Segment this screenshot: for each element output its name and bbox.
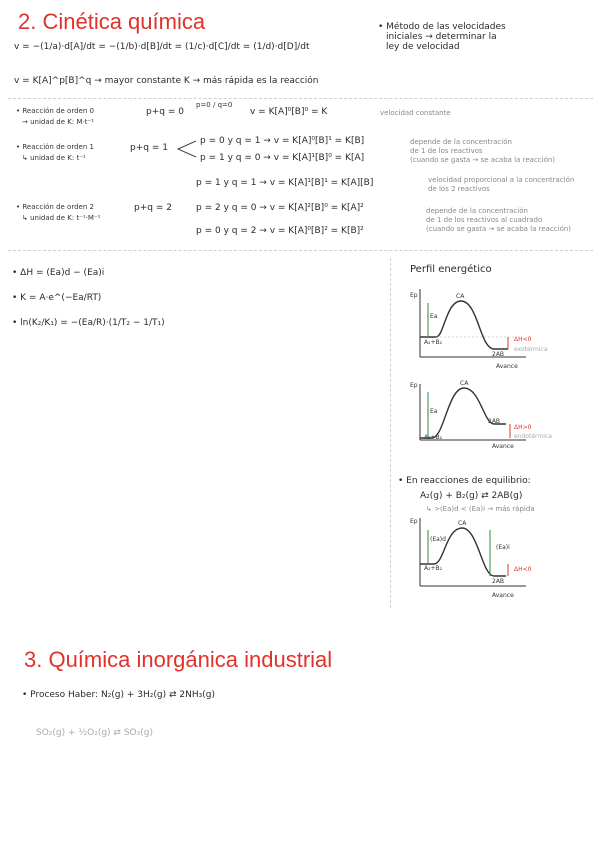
rate-law: v = K[A]^p[B]^q → mayor constante K → más rápida es la reacción xyxy=(14,76,319,86)
order0-unit: → unidad de K: M·t⁻¹ xyxy=(22,118,94,126)
formula-arrhenius-log: • ln(K₂/K₁) = −(Ea/R)·(1/T₂ − 1/T₁) xyxy=(12,318,165,328)
so3-reaction: SO₂(g) + ½O₂(g) ⇄ SO₃(g) xyxy=(36,728,153,738)
ca-label: CA xyxy=(456,293,465,300)
order2-unit: ↳ unidad de K: t⁻¹·M⁻¹ xyxy=(22,214,101,222)
formula-enthalpy: • ΔH = (Ea)d − (Ea)i xyxy=(12,268,105,278)
order1-note xyxy=(410,138,555,165)
method-note-line: • Método de las velocidades xyxy=(378,22,506,32)
product-label: 2AB xyxy=(492,351,505,358)
ea-inverse-label: (Ea)i xyxy=(496,544,510,551)
note-line: de 1 de los reactivos al cuadrado xyxy=(426,216,543,224)
order0-condition: p+q = 0 xyxy=(146,107,184,117)
section-title-kinetics: 2. Cinética química xyxy=(18,9,206,34)
ca-label: CA xyxy=(460,380,469,387)
equilibrium-reaction: A₂(g) + B₂(g) ⇄ 2AB(g) xyxy=(420,491,523,501)
section-title-industrial: 3. Química inorgánica industrial xyxy=(24,647,333,672)
ca-label: CA xyxy=(458,520,467,527)
ep-label: Ep xyxy=(410,382,418,389)
divider xyxy=(8,98,593,99)
method-note-line: iniciales → determinar la xyxy=(386,32,497,42)
avance-label: Avance xyxy=(496,363,518,370)
rate-definition: v = −(1/a)·d[A]/dt = −(1/b)·d[B]/dt = (1/c)·d[C]/dt = (1/d)·d[D]/dt xyxy=(14,42,310,52)
note-line: (cuando se gasta → se acaba la reacción) xyxy=(426,225,572,233)
order1-case1: p = 0 y q = 1 → v = K[A]⁰[B]¹ = K[B] xyxy=(200,136,365,146)
order2-label: • Reacción de orden 2 xyxy=(16,203,94,211)
order0-note: velocidad constante xyxy=(380,109,451,117)
method-note-line: ley de velocidad xyxy=(386,42,460,52)
order2-condition: p+q = 2 xyxy=(134,203,172,213)
exothermic-label: exotérmica xyxy=(514,346,548,353)
method-note xyxy=(378,22,506,52)
order0-case: p=0 / q=0 xyxy=(196,101,233,109)
avance-label: Avance xyxy=(492,443,514,450)
order2-case3: p = 0 y q = 2 → v = K[A]⁰[B]² = K[B]² xyxy=(196,226,364,236)
note-line: velocidad proporcional a la concentración xyxy=(428,176,575,184)
reactants-label: A₂+B₂ xyxy=(424,339,443,346)
equilibrium-title: • En reacciones de equilibrio: xyxy=(398,476,531,486)
divider xyxy=(8,250,593,251)
note-line: depende de la concentración xyxy=(426,207,528,215)
order2-note2 xyxy=(426,207,571,234)
ea-direct-label: (Ea)d xyxy=(430,536,446,543)
dh-negative-label: ΔH<0 xyxy=(514,336,532,343)
energy-chart-equilibrium xyxy=(406,514,536,599)
order2-case1: p = 1 y q = 1 → v = K[A]¹[B]¹ = K[A][B] xyxy=(196,178,374,188)
reactants-label: A₂+B₂ xyxy=(424,434,443,441)
formula-arrhenius: • K = A·e^(−Ea/RT) xyxy=(12,293,102,303)
note-line: (cuando se gasta → se acaba la reacción) xyxy=(410,156,556,164)
product-label: 2AB xyxy=(488,418,501,425)
order2-case2: p = 2 y q = 0 → v = K[A]²[B]⁰ = K[A]² xyxy=(196,203,364,213)
ep-label: Ep xyxy=(410,292,418,299)
order1-label: • Reacción de orden 1 xyxy=(16,143,94,151)
order1-case2: p = 1 y q = 0 → v = K[A]¹[B]⁰ = K[A] xyxy=(200,153,365,163)
branch-arrow-icon xyxy=(176,138,198,160)
note-line: de 1 de los reactivos xyxy=(410,147,483,155)
haber-process: • Proceso Haber: N₂(g) + 3H₂(g) ⇄ 2NH₃(g) xyxy=(22,690,215,700)
order1-unit: ↳ unidad de K: t⁻¹ xyxy=(22,154,86,162)
order0-equation: v = K[A]⁰[B]⁰ = K xyxy=(250,107,328,117)
order2-note1 xyxy=(428,176,574,194)
energy-profile-title: Perfil energético xyxy=(410,264,492,275)
avance-label: Avance xyxy=(492,592,514,599)
ea-label: Ea xyxy=(430,408,438,415)
product-label: 2AB xyxy=(492,578,505,585)
order0-label: • Reacción de orden 0 xyxy=(16,107,94,115)
energy-chart-exothermic xyxy=(406,285,536,370)
vertical-divider xyxy=(390,258,391,608)
dh-negative-label: ΔH<0 xyxy=(514,566,532,573)
note-line: depende de la concentración xyxy=(410,138,512,146)
ea-label: Ea xyxy=(430,313,438,320)
order1-condition: p+q = 1 xyxy=(130,143,168,153)
endothermic-label: endotérmica xyxy=(514,433,552,440)
ep-label: Ep xyxy=(410,518,418,525)
note-line: de los 2 reactivos xyxy=(428,185,490,193)
equilibrium-note: ↳ >(Ea)d < (Ea)i → más rápida xyxy=(426,505,535,513)
reactants-label: A₂+B₂ xyxy=(424,565,443,572)
dh-positive-label: ΔH>0 xyxy=(514,424,532,431)
